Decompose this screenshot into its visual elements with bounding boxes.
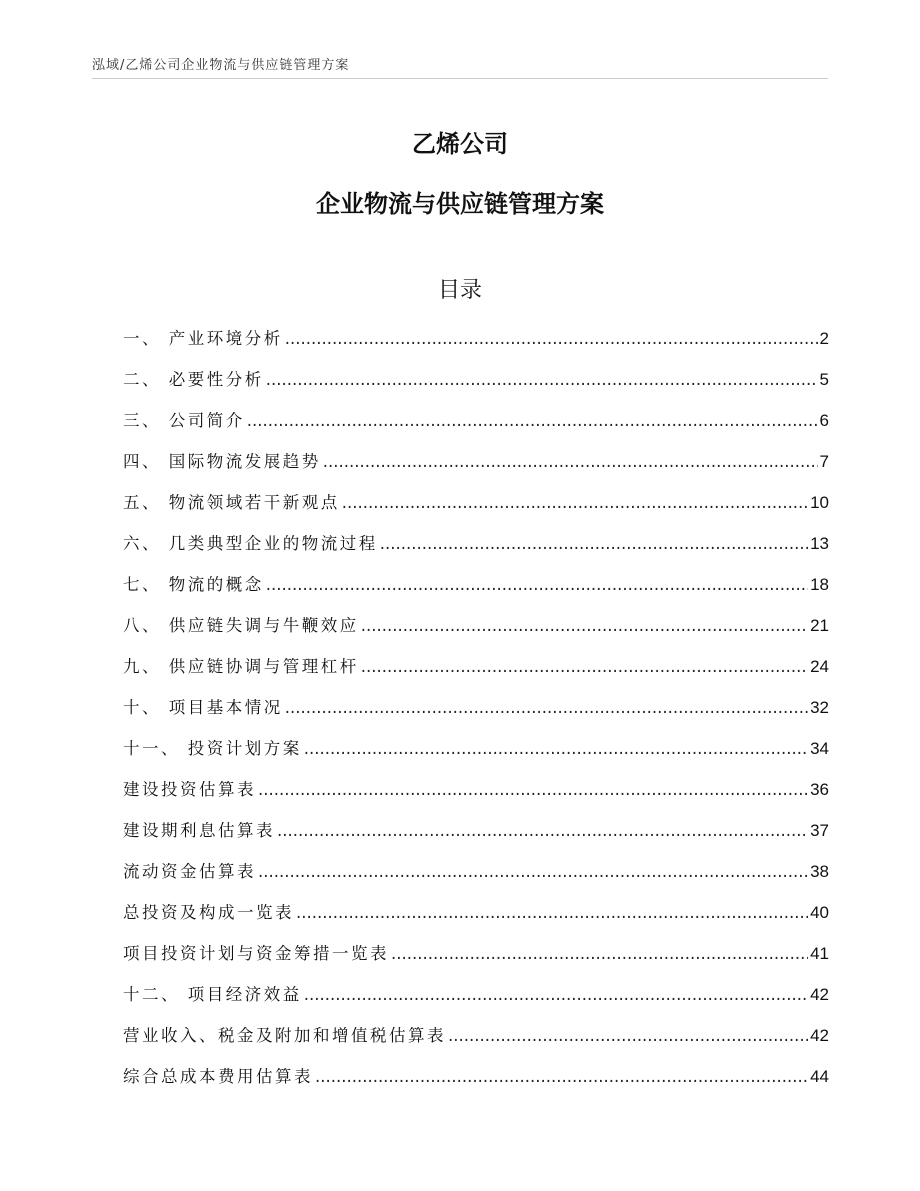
toc-page-number: 5 — [819, 370, 829, 389]
toc-entry[interactable] — [123, 571, 829, 612]
toc-leader-dots — [304, 985, 808, 1004]
toc-leader-dots — [285, 329, 818, 348]
toc-entry[interactable] — [123, 489, 829, 530]
toc-page-number: 18 — [810, 575, 829, 594]
header-divider — [92, 78, 828, 79]
toc-entry-label: 综合总成本费用估算表 — [123, 1067, 313, 1086]
toc-leader-dots — [380, 534, 808, 553]
toc-entry[interactable] — [123, 735, 829, 776]
toc-leader-dots — [304, 739, 808, 758]
table-of-contents — [123, 325, 829, 1104]
toc-entry-label: 一、 产业环境分析 — [123, 329, 283, 348]
toc-entry-label: 十一、 投资计划方案 — [123, 739, 302, 758]
toc-page-number: 6 — [819, 411, 829, 430]
toc-page-number: 32 — [810, 698, 829, 717]
document-subtitle: 企业物流与供应链管理方案 — [316, 190, 604, 218]
toc-leader-dots — [391, 944, 808, 963]
toc-leader-dots — [315, 1067, 808, 1086]
toc-leader-dots — [296, 903, 808, 922]
toc-entry-label: 四、 国际物流发展趋势 — [123, 452, 321, 471]
toc-entry-label: 六、 几类典型企业的物流过程 — [123, 534, 378, 553]
toc-entry-label: 十、 项目基本情况 — [123, 698, 283, 717]
toc-entry-label: 五、 物流领域若干新观点 — [123, 493, 340, 512]
toc-page-number: 42 — [810, 985, 829, 1004]
toc-entry[interactable] — [123, 858, 829, 899]
toc-entry-label: 九、 供应链协调与管理杠杆 — [123, 657, 359, 676]
toc-page-number: 7 — [819, 452, 829, 471]
toc-leader-dots — [285, 698, 808, 717]
toc-entry-label: 二、 必要性分析 — [123, 370, 264, 389]
toc-entry[interactable] — [123, 1022, 829, 1063]
toc-leader-dots — [361, 616, 808, 635]
toc-entry[interactable] — [123, 448, 829, 489]
toc-entry-label: 总投资及构成一览表 — [123, 903, 294, 922]
toc-entry[interactable] — [123, 407, 829, 448]
toc-leader-dots — [448, 1026, 808, 1045]
toc-entry[interactable] — [123, 981, 829, 1022]
toc-leader-dots — [342, 493, 808, 512]
toc-leader-dots — [247, 411, 818, 430]
toc-entry[interactable] — [123, 776, 829, 817]
toc-entry[interactable] — [123, 653, 829, 694]
toc-page-number: 42 — [810, 1026, 829, 1045]
toc-page-number: 2 — [819, 329, 829, 348]
toc-page-number: 21 — [810, 616, 829, 635]
toc-page-number: 13 — [810, 534, 829, 553]
toc-leader-dots — [258, 862, 808, 881]
toc-entry-label: 建设投资估算表 — [123, 780, 256, 799]
toc-page-number: 44 — [810, 1067, 829, 1086]
toc-leader-dots — [266, 575, 808, 594]
toc-page-number: 38 — [810, 862, 829, 881]
toc-entry-label: 营业收入、税金及附加和增值税估算表 — [123, 1026, 446, 1045]
toc-entry-label: 八、 供应链失调与牛鞭效应 — [123, 616, 359, 635]
toc-page-number: 40 — [810, 903, 829, 922]
toc-entry[interactable] — [123, 817, 829, 858]
toc-leader-dots — [323, 452, 818, 471]
toc-page-number: 36 — [810, 780, 829, 799]
toc-entry-label: 项目投资计划与资金筹措一览表 — [123, 944, 389, 963]
running-header: 泓域/乙烯公司企业物流与供应链管理方案 — [92, 58, 350, 73]
toc-leader-dots — [258, 780, 808, 799]
toc-page-number: 34 — [810, 739, 829, 758]
toc-entry-label: 七、 物流的概念 — [123, 575, 264, 594]
toc-leader-dots — [266, 370, 818, 389]
document-title: 乙烯公司 — [412, 130, 508, 158]
toc-entry[interactable] — [123, 530, 829, 571]
toc-entry[interactable] — [123, 899, 829, 940]
toc-page-number: 10 — [810, 493, 829, 512]
toc-entry-label: 三、 公司简介 — [123, 411, 245, 430]
toc-entry-label: 十二、 项目经济效益 — [123, 985, 302, 1004]
toc-entry[interactable] — [123, 940, 829, 981]
toc-entry[interactable] — [123, 694, 829, 735]
toc-entry[interactable] — [123, 325, 829, 366]
toc-entry-label: 流动资金估算表 — [123, 862, 256, 881]
toc-leader-dots — [361, 657, 808, 676]
toc-page-number: 41 — [810, 944, 829, 963]
toc-page-number: 24 — [810, 657, 829, 676]
toc-page-number: 37 — [810, 821, 829, 840]
toc-entry[interactable] — [123, 612, 829, 653]
toc-heading: 目录 — [437, 278, 482, 303]
toc-entry-label: 建设期利息估算表 — [123, 821, 275, 840]
toc-entry[interactable] — [123, 366, 829, 407]
toc-entry[interactable] — [123, 1063, 829, 1104]
toc-leader-dots — [277, 821, 808, 840]
